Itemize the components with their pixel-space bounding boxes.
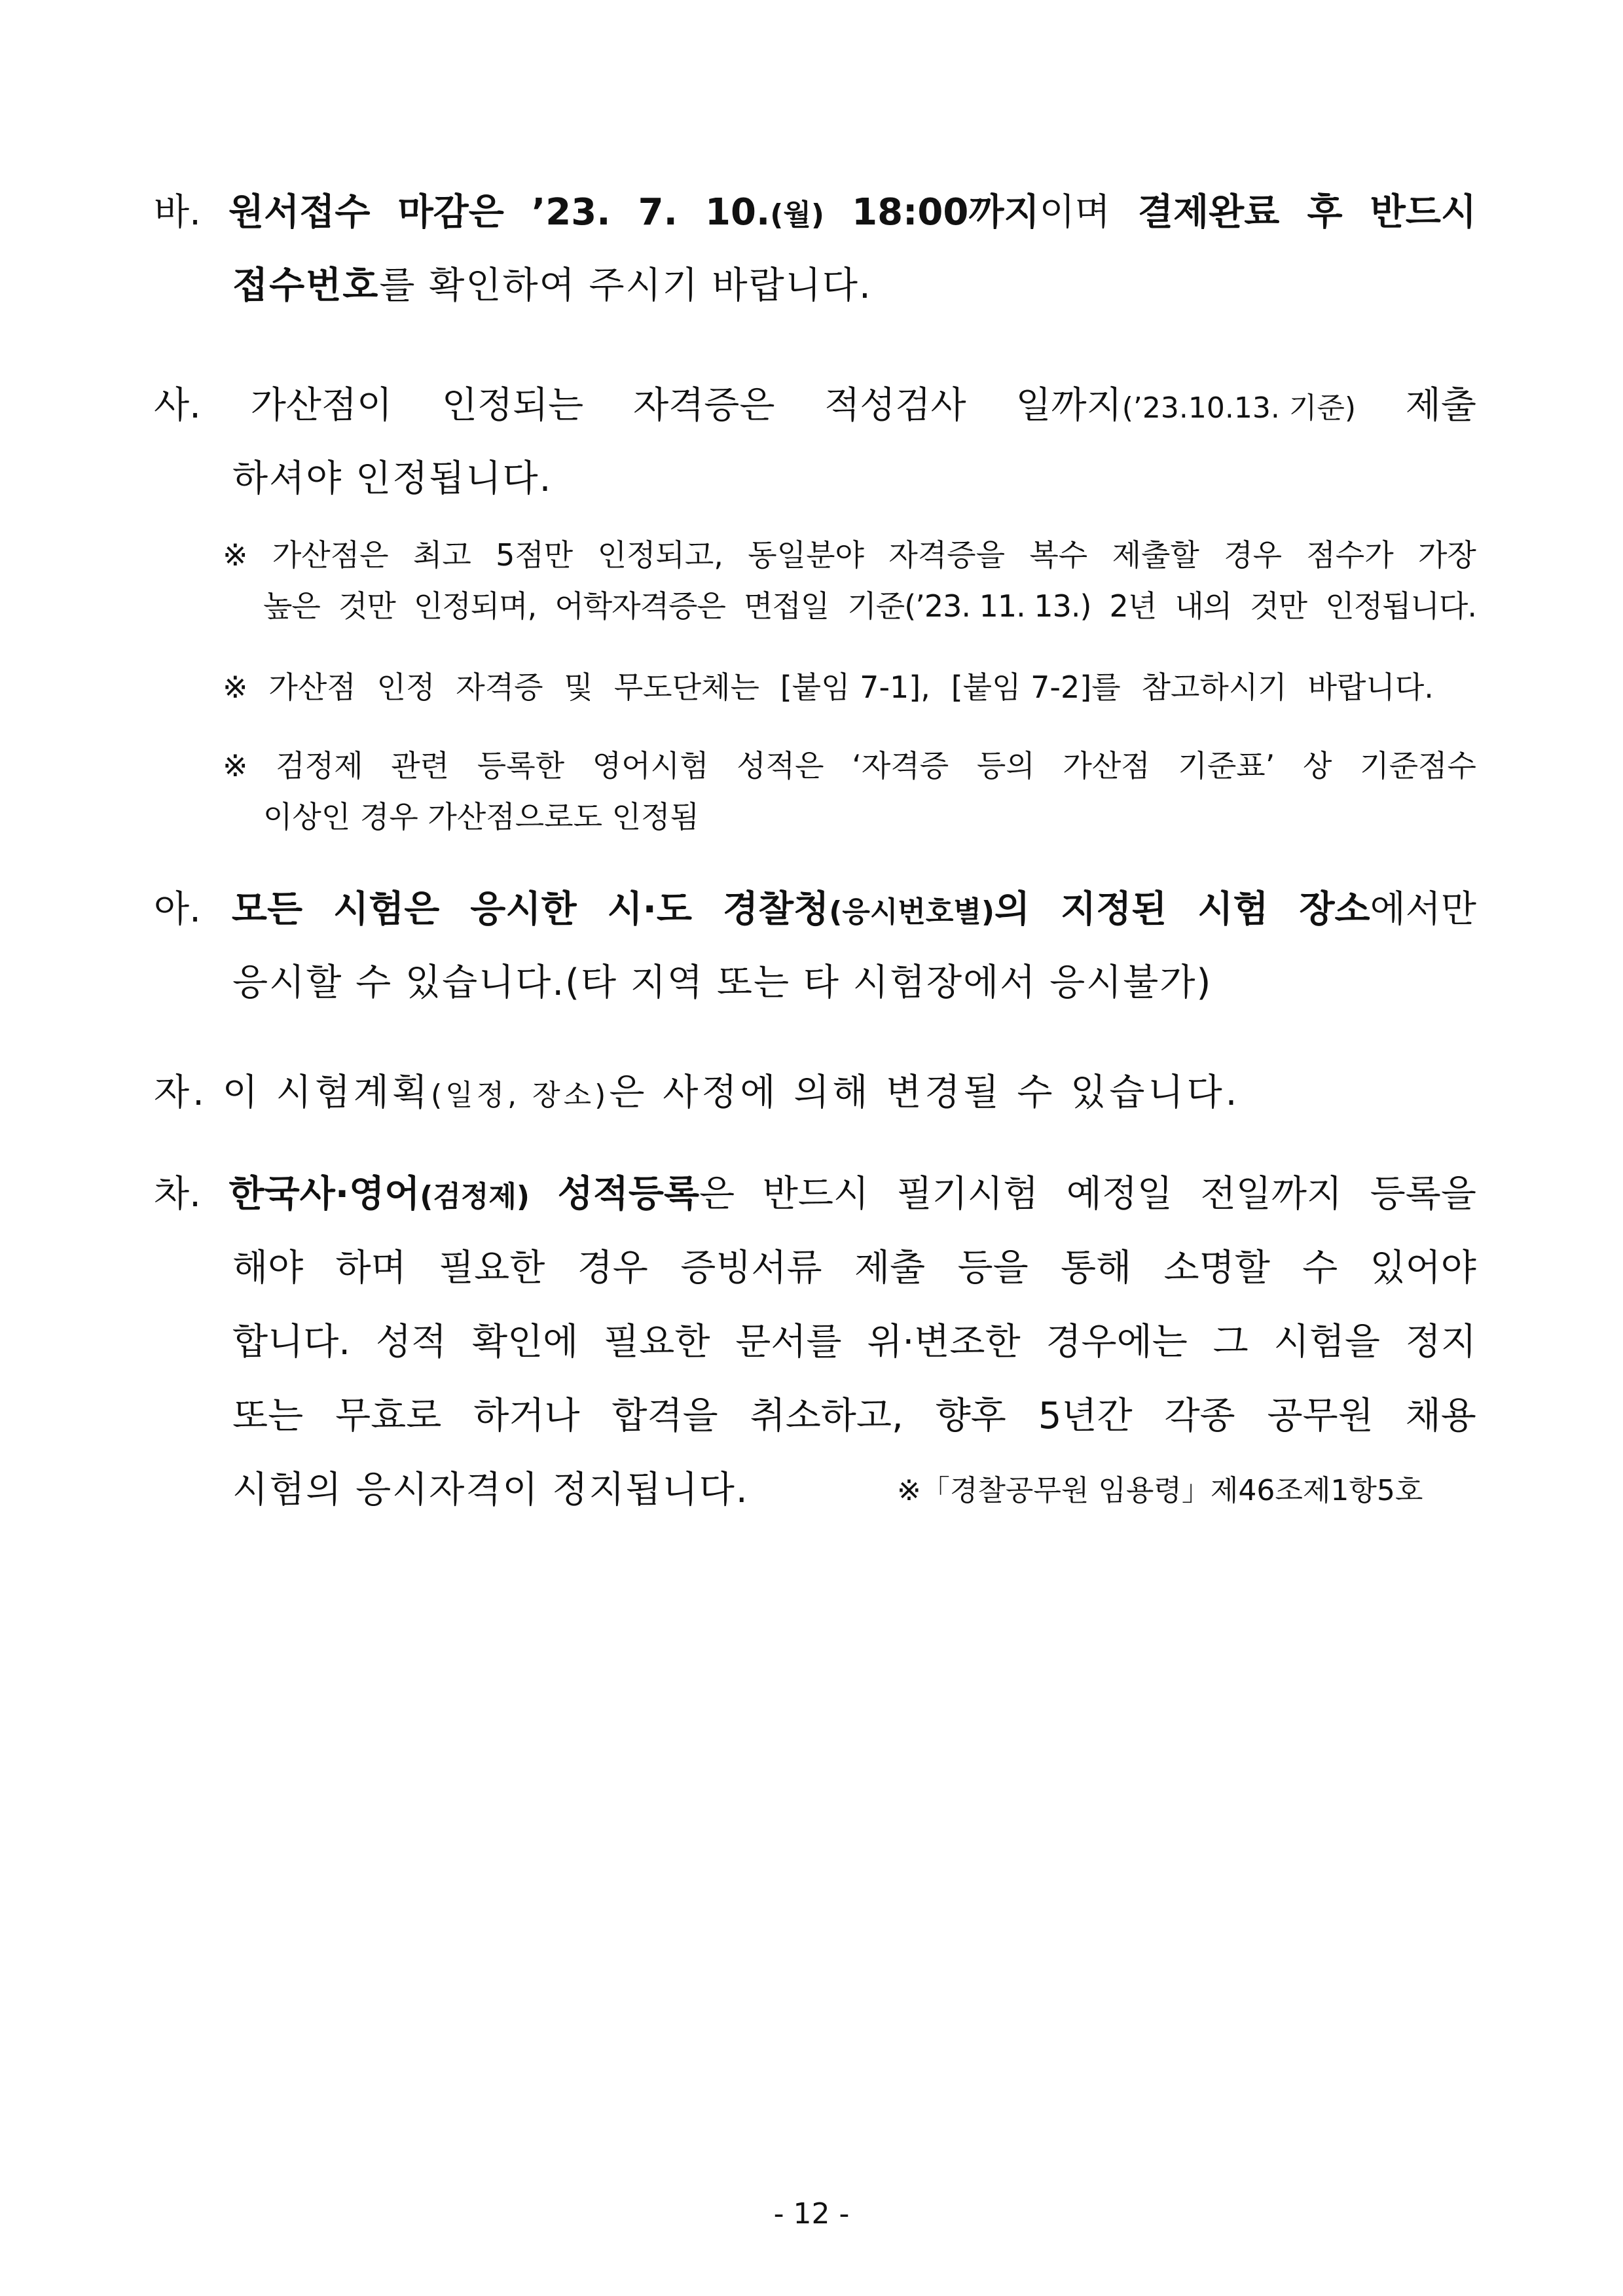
word: 시험은 [333,888,440,931]
word: 어학자격증은 [555,588,725,624]
word: 자격증 [456,670,543,705]
word: 제출 [1405,384,1476,427]
word [532,190,610,238]
word: 점수가 [1306,537,1394,573]
word [1015,383,1356,431]
word: 시험 [1197,888,1269,931]
word: 모든 [231,888,303,931]
word: 적성검사 [824,384,966,427]
word: 접수번호 [232,264,380,307]
word: 가산점이 [250,384,393,427]
word: 향후 [935,1395,1006,1437]
word: 가산점 [268,670,356,705]
word: 예정일 [1066,1173,1173,1215]
item-marker: 차. [154,1173,201,1215]
note-3-line-2: 이상인 경우 가산점으로도 인정됨 [263,799,699,834]
word: 결제완료 [1137,191,1280,234]
word-part: 10. [705,191,771,234]
word-part: 이며 [1039,191,1110,234]
word: 내의 [1175,588,1232,624]
item-a-line-1 [154,887,1476,935]
word: 공무원 [1267,1395,1374,1437]
word [723,887,1030,935]
text: 이 시험계획 [222,1071,431,1114]
word: 2년 [1109,588,1157,624]
word-part: (월) [770,198,824,232]
word: 제출할 [1112,537,1199,573]
word: 7. [638,191,678,234]
word: 하며 [335,1247,407,1289]
word: 시험을 [1273,1321,1380,1363]
word: 면접일 [744,588,830,624]
word: 필요한 [439,1247,545,1289]
note-1-line-1 [223,535,1476,575]
word: 경우 [1224,537,1283,573]
word: 제출 [854,1247,926,1289]
word: 채용 [1405,1395,1476,1437]
word: 성적 [375,1321,447,1363]
word: 소명할 [1163,1247,1270,1289]
text: 를 확인하여 주시기 바랍니다. [379,264,872,307]
word-part: (검정제) [420,1180,530,1213]
word: 경우 [577,1247,648,1289]
word: 확인에 [471,1321,579,1363]
word: 가장 [1418,537,1476,573]
word: 필요한 [604,1321,710,1363]
item-marker: 사. [154,384,201,427]
item-ba-line-2 [232,263,872,309]
word: 및 [564,670,593,705]
word: 경우에는 [1046,1321,1188,1363]
word: 해야 [232,1247,304,1289]
item-cha-line-4 [232,1393,1476,1439]
item-cha-line-3 [232,1319,1476,1365]
word: 복수 [1029,537,1088,573]
item-sa-line-2: 하셔야 인정됩니다. [232,457,553,500]
word: 인정됩니다. [1325,588,1476,624]
reference-mark-icon: ※ [223,748,248,783]
note-3-line-1 [223,746,1476,785]
word: 필기시험 [896,1173,1039,1215]
word: 자격증은 [633,384,775,427]
reference-mark-icon: ※ [223,537,248,573]
word: [붙임 7-1], [780,670,930,705]
item-a-line-2: 응시할 수 있습니다.(타 지역 또는 타 시험장에서 응시불가) [232,961,1213,1004]
word: 반드시 [762,1173,869,1215]
word: 무효로 [335,1395,442,1437]
word: 성적은 [737,748,824,783]
word-part: 18:00까지 [852,191,1040,234]
word: 등록을 [1370,1173,1476,1215]
word: 5점만 [496,537,574,573]
word-part: 일까지 [1015,384,1122,427]
word-part: 의 [994,888,1030,931]
word [229,1172,530,1220]
word: 반드시 [1370,191,1476,234]
word: 인정되는 [441,384,584,427]
word: 수 [1302,1247,1338,1289]
word: 인정되고, [597,537,723,573]
note-2-line-1 [223,668,1434,707]
word: 영어시험 [592,748,709,783]
word: 증빙서류 [680,1247,822,1289]
word-part: 성적등록 [557,1173,700,1215]
word: 참고하시기 [1141,670,1287,705]
word: 바랍니다. [1307,670,1434,705]
page-number: - 12 - [773,2197,850,2231]
word: 기준(’23. 11. 13.) [847,588,1091,624]
word: 하거나 [473,1395,580,1437]
word: 정지 [1405,1321,1476,1363]
word [852,190,1110,238]
word: 응시한 [470,888,577,931]
reference-mark-icon: ※ [223,670,248,705]
word: 관련 [391,748,450,783]
word: 동일분야 [748,537,864,573]
text: (일정, 장소) [431,1079,610,1112]
word: 그 [1213,1321,1249,1363]
word: 가산점 [1063,748,1150,783]
word: 상 [1303,748,1332,783]
word: 것만 [338,588,395,624]
item-ba-line-1 [154,190,1476,238]
word-part: (’23.10.13. 기준) [1122,391,1356,425]
word: 것만 [1250,588,1307,624]
item-ja-line-1 [154,1070,1240,1119]
word: [붙임 7-2]를 [951,670,1121,705]
word-part: (응시번호별) [829,895,994,929]
word: 기준점수 [1360,748,1476,783]
word-part: 한국사·영어 [228,1173,420,1215]
word: 시·도 [607,888,692,931]
word: 가산점은 [272,537,389,573]
word: 문서를 [735,1321,842,1363]
word: 위·변조한 [867,1321,1021,1363]
item-marker: 아. [154,888,201,931]
item-cha-line-5: 시험의 응시자격이 정지됩니다. [232,1469,749,1511]
word [1299,887,1476,935]
word: 자격증을 [888,537,1006,573]
word: 합격을 [611,1395,718,1437]
word-part: 경찰청 [722,888,830,931]
text: 은 사정에 의해 변경될 수 있습니다. [609,1071,1241,1114]
note-1-line-2 [263,586,1476,626]
word: 기준표’ [1178,748,1275,783]
word-part: 장소 [1299,888,1370,931]
word: 원서접수 [228,191,371,234]
word: 등록한 [477,748,565,783]
word: 검정제 [276,748,363,783]
word: 마감은 [397,191,504,234]
word: 등을 [957,1247,1029,1289]
item-sa-line-1 [154,383,1476,431]
word [705,190,824,238]
word: 높은 [263,588,320,624]
word: 후 [1307,191,1343,234]
word-part: 에서만 [1370,888,1476,931]
item-cha-line-1 [154,1172,1476,1220]
word: 전일까지 [1200,1173,1343,1215]
word-part: 은 [699,1173,735,1215]
word: 등의 [976,748,1035,783]
word: 5년간 [1038,1395,1133,1437]
word: 있어야 [1370,1247,1476,1289]
word: 또는 [232,1395,304,1437]
item-marker: 바. [154,191,201,234]
word: 취소하고, [750,1395,903,1437]
word: 통해 [1061,1247,1132,1289]
word: 지정된 [1061,888,1167,931]
word: 최고 [412,537,471,573]
word: 인정되며, [413,588,537,624]
legal-reference: ※「경찰공무원 임용령」제46조제1항5호 [897,1474,1423,1507]
word: ‘자격증 [852,748,949,783]
word: 합니다. [232,1321,351,1363]
item-marker: 자. [154,1071,208,1114]
word: 무도단체는 [613,670,759,705]
word: 인정 [376,670,435,705]
word: 각종 [1164,1395,1235,1437]
word [558,1172,735,1220]
item-cha-line-2 [232,1246,1476,1291]
word-part: ’23. [532,191,611,234]
